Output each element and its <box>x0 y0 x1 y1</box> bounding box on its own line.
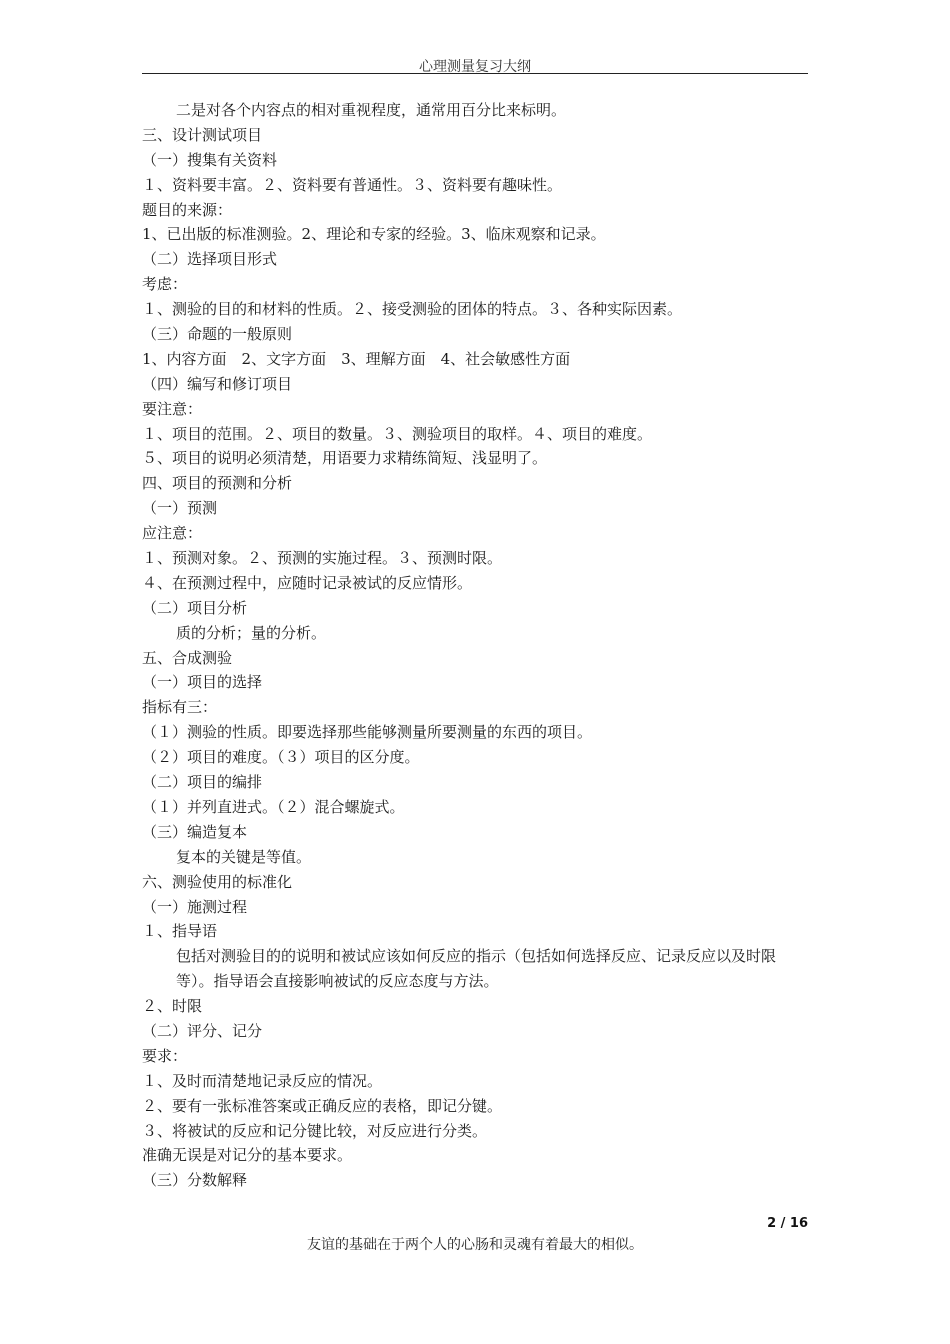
text-line: 要注意： <box>142 399 203 418</box>
text-line: 题目的来源： <box>142 200 233 219</box>
subsection-heading: （二）项目分析 <box>142 598 248 617</box>
subsection-heading: （一）预测 <box>142 499 218 518</box>
text-line: 二是对各个内容点的相对重视程度，通常用百分比来标明。 <box>176 101 567 119</box>
footer-quote: 友谊的基础在于两个人的心肠和灵魂有着最大的相似。 <box>307 1237 643 1253</box>
section-heading: 三、设计测试项目 <box>142 125 263 144</box>
subsection-heading: （一）施测过程 <box>142 897 248 916</box>
section-heading: 五、合成测验 <box>142 648 233 667</box>
subsection-heading: （三）分数解释 <box>142 1171 248 1190</box>
text-line: １、及时而清楚地记录反应的情况。 <box>142 1071 383 1090</box>
page-header-title: 心理测量复习大纲 <box>419 59 531 75</box>
page-number: 2 / 16 <box>767 1216 808 1231</box>
text-line: 复本的关键是等值。 <box>176 847 312 866</box>
paragraph: 包括对测验目的的说明和被试应该如何反应的指示（包括如何选择反应、记录反应以及时限等）。指导语会直接影响被试的反应态度与方法。 <box>176 947 777 991</box>
text-line: 准确无误是对记分的基本要求。 <box>142 1146 353 1165</box>
subsection-heading: （二）评分、记分 <box>142 1021 263 1040</box>
text-line: １、项目的范围。２、项目的数量。３、测验项目的取样。４、项目的难度。 <box>142 424 653 443</box>
text-line: 质的分析；量的分析。 <box>176 623 327 642</box>
text-line: １、测验的目的和材料的性质。２、接受测验的团体的特点。３、各种实际因素。 <box>142 300 683 319</box>
subsection-heading: （一）搜集有关资料 <box>142 150 278 169</box>
text-line: ４、在预测过程中，应随时记录被试的反应情形。 <box>142 573 473 592</box>
text-line: 1、已出版的标准测验。2、理论和专家的经验。3、临床观察和记录。 <box>142 225 606 244</box>
text-line: （１）并列直进式。（２）混合螺旋式。 <box>142 797 405 816</box>
text-line: ５、项目的说明必须清楚，用语要力求精练简短、浅显明了。 <box>142 449 548 468</box>
subsection-heading: （一）项目的选择 <box>142 673 263 692</box>
text-line: １、指导语 <box>142 922 218 941</box>
subsection-heading: （三）编造复本 <box>142 822 248 841</box>
text-line: ３、将被试的反应和记分键比较，对反应进行分类。 <box>142 1121 488 1140</box>
section-heading: 六、测验使用的标准化 <box>142 872 293 891</box>
text-line: 指标有三： <box>142 698 218 717</box>
text-line: ２、时限 <box>142 997 203 1016</box>
subsection-heading: （二）项目的编排 <box>142 773 263 792</box>
subsection-heading: （三）命题的一般原则 <box>142 325 293 344</box>
text-line: 应注意： <box>142 524 203 543</box>
header-divider <box>142 73 808 74</box>
document-body <box>142 98 808 1193</box>
subsection-heading: （四）编写和修订项目 <box>142 374 293 393</box>
text-line: １、资料要丰富。２、资料要有普通性。３、资料要有趣味性。 <box>142 175 563 194</box>
section-heading: 四、项目的预测和分析 <box>142 474 293 493</box>
text-line: 1、内容方面 2、文字方面 3、理解方面 4、社会敏感性方面 <box>142 349 571 368</box>
text-line: 要求： <box>142 1046 188 1065</box>
text-line: （１）测验的性质。即要选择那些能够测量所要测量的东西的项目。 <box>142 723 593 742</box>
text-line: ２、要有一张标准答案或正确反应的表格，即记分键。 <box>142 1096 503 1115</box>
text-line: １、预测对象。２、预测的实施过程。３、预测时限。 <box>142 549 503 568</box>
text-line: 考虑： <box>142 275 188 294</box>
subsection-heading: （二）选择项目形式 <box>142 250 278 269</box>
text-line: （２）项目的难度。（３）项目的区分度。 <box>142 748 420 767</box>
